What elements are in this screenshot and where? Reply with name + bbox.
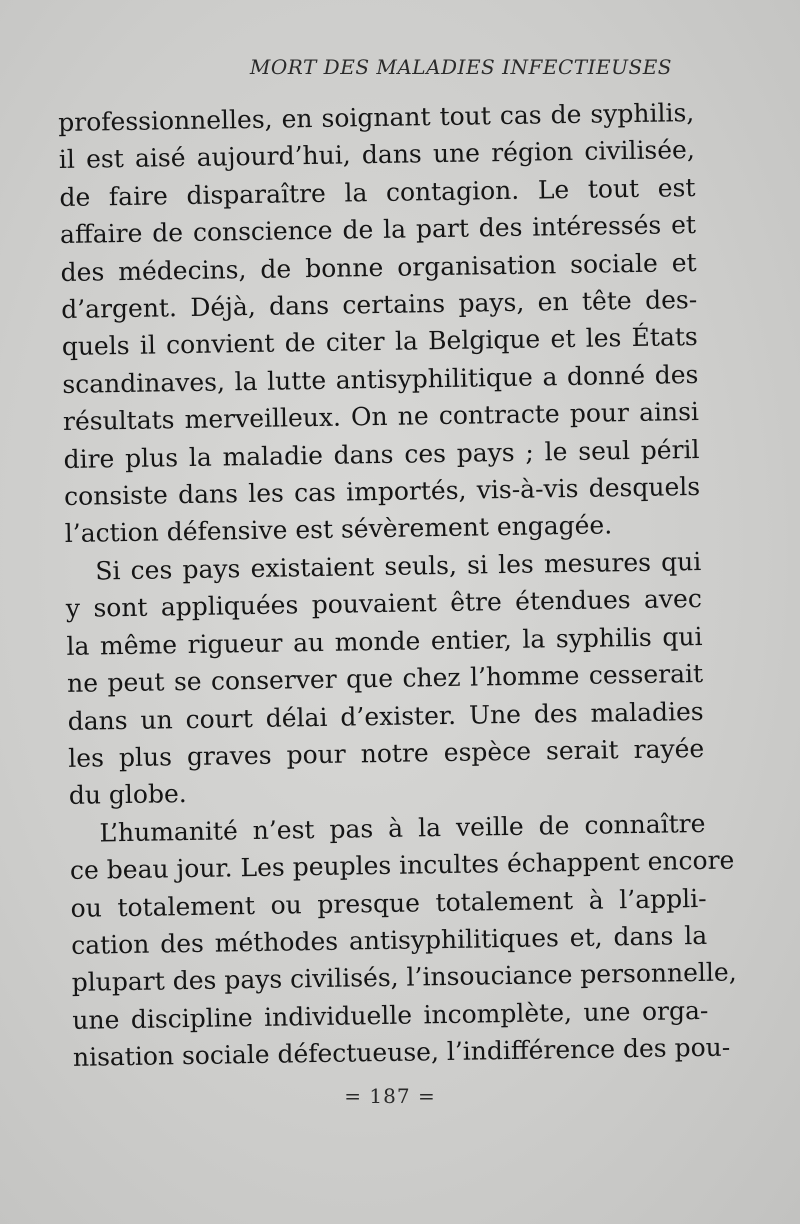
text-line: ne peut se conserver que chez l’homme cesserait <box>66 659 704 699</box>
text-line: ou totalement ou presque totalement à l’appli- <box>70 883 707 923</box>
text-line: de faire disparaître la contagion. Le tout est <box>59 172 696 212</box>
running-head: MORT DES MALADIES INFECTIEUSES <box>249 55 672 79</box>
text-line: d’argent. Déjà, dans certains pays, en tête des- <box>61 285 698 325</box>
text-line: professionnelles, en soignant tout cas de syphilis, <box>58 98 695 137</box>
text-line: ce beau jour. Les peuples incultes échappent encore <box>69 845 735 886</box>
text-line: Si ces pays existaient seuls, si les mesures qui <box>95 546 702 586</box>
text-line: résultats merveilleux. On ne contracte pour ainsi <box>62 397 700 437</box>
text-line: des médecins, de bonne organisation sociale et <box>60 247 697 287</box>
text-line: une discipline individuelle incomplète, une orga- <box>72 995 709 1035</box>
text-line: affaire de conscience de la part des intéressés et <box>59 210 697 250</box>
text-line: les plus graves pour notre espèce serait rayée <box>68 733 705 773</box>
text-line: scandinaves, la lutte antisyphilitique a donné des <box>62 359 699 399</box>
text-line: plupart des pays civilisés, l’insouciance personnelle, <box>71 957 737 998</box>
text-line: consiste dans les cas importés, vis-à-vis desquels <box>63 472 701 512</box>
text-line: nisation sociale défectueuse, l’indifférence des pou- <box>72 1032 731 1073</box>
text-line: dire plus la maladie dans ces pays ; le seul péril <box>63 434 700 474</box>
text-line: y sont appliquées pouvaient être étendues avec <box>65 584 703 624</box>
text-line: dans un court délai d’exister. Une des maladies <box>67 696 704 736</box>
text-line: L’humanité n’est pas à la veille de connaître <box>99 808 706 848</box>
text-line: l’action défensive est sévèrement engagée. <box>64 510 613 549</box>
text-line: il est aisé aujourd’hui, dans une région civilisée, <box>58 135 696 175</box>
page-number: = 187 = <box>344 1084 436 1108</box>
text-line: quels il convient de citer la Belgique et les États <box>61 322 698 362</box>
text-line: la même rigueur au monde entier, la syphilis qui <box>66 621 703 661</box>
body-text <box>58 94 737 1076</box>
text-line: du globe. <box>68 779 187 811</box>
text-line: cation des méthodes antisyphilitiques et, dans la <box>70 920 708 960</box>
